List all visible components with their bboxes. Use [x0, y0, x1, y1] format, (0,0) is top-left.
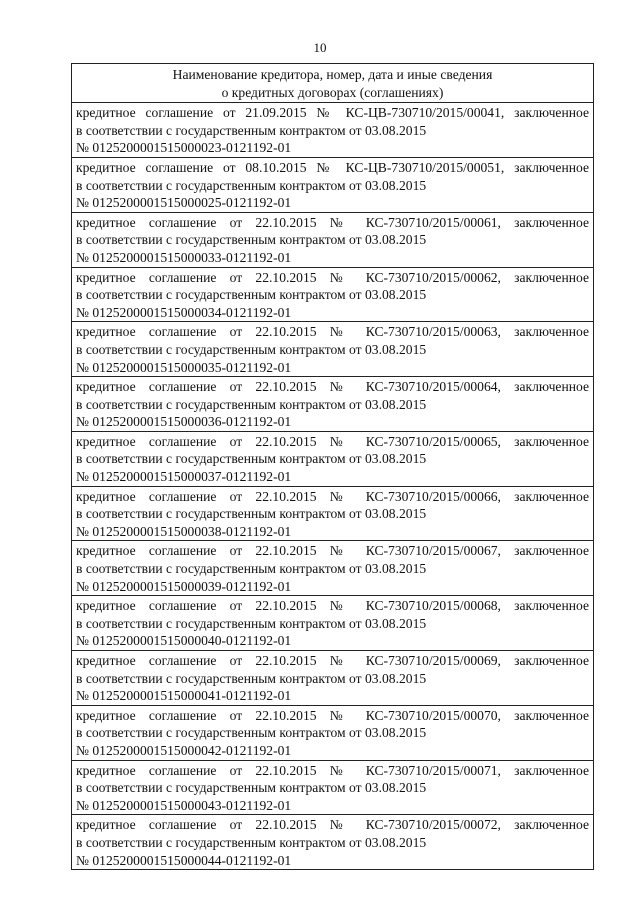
- header-line: Наименование кредитора, номер, дата и иные сведения: [172, 67, 493, 82]
- agreement-text-line: № 0125200001515000038-0121192-01: [76, 523, 292, 539]
- agreement-cell: [72, 651, 594, 706]
- table-row: [72, 212, 594, 267]
- agreement-text-line: кредитное соглашение от 22.10.2015 № КС-730710/2015/00066, заключенное: [76, 488, 589, 504]
- agreement-text-line: в соответствии с государственным контрактом от 03.08.2015: [76, 506, 427, 522]
- table-row: [72, 760, 594, 815]
- table-row: [72, 157, 594, 212]
- agreement-text-line: № 0125200001515000023-0121192-01: [76, 140, 292, 156]
- table-row: [72, 815, 594, 870]
- table-row: [72, 596, 594, 651]
- agreement-text-line: № 0125200001515000036-0121192-01: [76, 414, 292, 430]
- agreement-cell: [72, 596, 594, 651]
- header-line: о кредитных договорах (соглашениях): [221, 84, 444, 100]
- agreement-text-line: в соответствии с государственным контрактом от 03.08.2015: [76, 396, 427, 412]
- table-row: [72, 431, 594, 486]
- agreement-text-line: кредитное соглашение от 22.10.2015 № КС-730710/2015/00070, заключенное: [76, 707, 589, 723]
- agreement-cell: [72, 103, 594, 158]
- table-row: [72, 541, 594, 596]
- agreement-text-line: в соответствии с государственным контрактом от 03.08.2015: [76, 834, 427, 850]
- page-number: 10: [313, 40, 327, 55]
- table-row: [72, 322, 594, 377]
- agreement-text-line: кредитное соглашение от 22.10.2015 № КС-730710/2015/00071, заключенное: [76, 762, 589, 778]
- agreement-cell: [72, 431, 594, 486]
- credit-agreements-table: [71, 63, 594, 870]
- agreement-text-line: кредитное соглашение от 22.10.2015 № КС-730710/2015/00072, заключенное: [76, 817, 589, 833]
- agreement-text-line: № 0125200001515000025-0121192-01: [76, 195, 292, 211]
- agreement-text-line: кредитное соглашение от 22.10.2015 № КС-730710/2015/00068, заключенное: [76, 598, 589, 614]
- table-body: [72, 103, 594, 870]
- table-row: [72, 651, 594, 706]
- agreement-text-line: в соответствии с государственным контрактом от 03.08.2015: [76, 561, 427, 577]
- table-row: [72, 377, 594, 432]
- agreement-cell: [72, 322, 594, 377]
- agreement-text-line: в соответствии с государственным контрактом от 03.08.2015: [76, 287, 427, 303]
- table-header-row: [72, 64, 594, 103]
- agreement-text-line: в соответствии с государственным контрактом от 03.08.2015: [76, 725, 427, 741]
- agreement-text-line: № 0125200001515000033-0121192-01: [76, 249, 292, 265]
- agreement-text-line: в соответствии с государственным контрактом от 03.08.2015: [76, 122, 427, 138]
- agreement-cell: [72, 267, 594, 322]
- table-row: [72, 103, 594, 158]
- agreement-cell: [72, 157, 594, 212]
- agreement-text-line: кредитное соглашение от 22.10.2015 № КС-730710/2015/00062, заключенное: [76, 269, 589, 285]
- agreement-cell: [72, 815, 594, 870]
- agreement-text-line: № 0125200001515000039-0121192-01: [76, 578, 292, 594]
- agreement-cell: [72, 212, 594, 267]
- agreement-text-line: кредитное соглашение от 22.10.2015 № КС-730710/2015/00067, заключенное: [76, 543, 589, 559]
- agreement-cell: [72, 377, 594, 432]
- agreement-text-line: № 0125200001515000044-0121192-01: [76, 852, 292, 868]
- agreement-text-line: № 0125200001515000043-0121192-01: [76, 797, 292, 813]
- agreement-text-line: № 0125200001515000035-0121192-01: [76, 359, 292, 375]
- table-header-cell: [72, 64, 594, 103]
- agreement-text-line: № 0125200001515000037-0121192-01: [76, 469, 292, 485]
- agreement-text-line: в соответствии с государственным контрактом от 03.08.2015: [76, 670, 427, 686]
- agreement-text-line: кредитное соглашение от 22.10.2015 № КС-730710/2015/00064, заключенное: [76, 379, 589, 395]
- agreement-cell: [72, 705, 594, 760]
- agreement-cell: [72, 541, 594, 596]
- table-row: [72, 486, 594, 541]
- agreement-text-line: кредитное соглашение от 08.10.2015 № КС-ЦВ-730710/2015/00051, заключенное: [76, 159, 589, 175]
- table-row: [72, 705, 594, 760]
- agreement-cell: [72, 486, 594, 541]
- agreement-text-line: кредитное соглашение от 22.10.2015 № КС-730710/2015/00061, заключенное: [76, 214, 589, 230]
- agreement-cell: [72, 760, 594, 815]
- agreement-text-line: кредитное соглашение от 22.10.2015 № КС-730710/2015/00065, заключенное: [76, 433, 589, 449]
- agreement-text-line: № 0125200001515000040-0121192-01: [76, 633, 292, 649]
- agreement-text-line: кредитное соглашение от 21.09.2015 № КС-ЦВ-730710/2015/00041, заключенное: [76, 105, 589, 121]
- agreement-text-line: в соответствии с государственным контрактом от 03.08.2015: [76, 232, 427, 248]
- agreement-text-line: в соответствии с государственным контрактом от 03.08.2015: [76, 177, 427, 193]
- agreement-text-line: № 0125200001515000042-0121192-01: [76, 742, 292, 758]
- agreement-text-line: кредитное соглашение от 22.10.2015 № КС-730710/2015/00069, заключенное: [76, 653, 589, 668]
- agreement-text-line: кредитное соглашение от 22.10.2015 № КС-730710/2015/00063, заключенное: [76, 324, 589, 340]
- table-row: [72, 267, 594, 322]
- agreement-text-line: в соответствии с государственным контрактом от 03.08.2015: [76, 451, 427, 467]
- agreement-text-line: в соответствии с государственным контрактом от 03.08.2015: [76, 615, 427, 631]
- agreement-text-line: № 0125200001515000041-0121192-01: [76, 688, 292, 704]
- agreement-text-line: № 0125200001515000034-0121192-01: [76, 304, 292, 320]
- agreement-text-line: в соответствии с государственным контрактом от 03.08.2015: [76, 341, 427, 357]
- agreement-text-line: в соответствии с государственным контрактом от 03.08.2015: [76, 780, 427, 796]
